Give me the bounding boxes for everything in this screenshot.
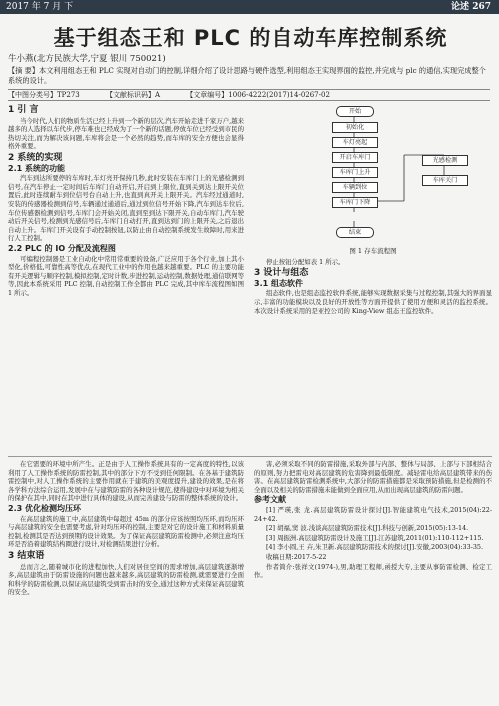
section-ring-text: 在高层建筑的施工中,高层建筑中每超过 45m 的部分应该按照均压环,而均压环与高层建筑的安全也需要考虑,针对均压环的控制,主要是对它的设计施工和材料质量控制,检测其是否达到预期的设计效果。为了保证高层建筑防雷检测中,必须注意均压环是否沿着建筑结构圈进行设计,对检测结果进行分析。 [8,514,244,549]
flow-start: 开始 [336,106,374,117]
page-header [0,0,499,14]
flowchart [254,105,492,245]
meta-line [8,89,490,101]
reference-1: [1] 严瑛,张 龙.高层建筑防雷设计探讨[J].智能建筑电气技术,2015(04):22-24+42. [254,505,492,523]
lower-text-2: 害,必须采取不同的防雷措施,采取外部与内部、整体与局部、上部与下部相结合的原则,努力把雷电对高层建筑的危害降到最低限度。减轻雷电给高层建筑带来的伤害。在高层建筑防雷检测系统中,大部分的防雷措施都是采取预防措施,但是检测的不全面以及相关的防雷措施未能做到全面应用,从而出现高层建筑的防雷问题。 [254,460,492,494]
section-system-heading: 2 系统的实现 [8,152,63,163]
flow-descend: 车库门下降 [332,197,378,208]
section-function-text: 汽车到达所要停的车库时,车灯亮开保持几秒,此时安装在车库门上的光感检测到信号,在汽车停止一定时间后车库门自动开启,开启到上限位,直到关到达上限开关位置后,此时连续耐车到位信号台自动上升,也直到真开关上限开关。汽车经过通道时,安装的传感器检测到信号,车辆通过通道后,通过到位信号开始下降,汽车到达车位后,车位传感器检测到信号,车库门会开始关闭,直到至到达下限开关,自动车库门,汽车驶动后开关信号,检测到光感信号后,车库门自动打开,直到达到门的上限开关,之后退出自动上升。车库门开关设有手动控制按钮,以防止由自动控制系统发生故障时,用来进行人工控制。 [8,174,244,243]
section-intro-heading: 1 引 言 [8,105,39,115]
column-2 [254,103,492,316]
lower-text-1: 在它需要的环境中所产生。正是由于人工操作系统具有的一定高度的特性,以该利用了人工操作系统的防雷控制,其中的部分下方不受到任何限制。在各基于建筑防雷控制中,对人工操作系统的主要作用就在于建筑的美观度提升,建设的效果,是在将各学科方法综合运用,发展中在与建筑防雷的各种设计规范,使得建设中对环境为相关的保护在其中,同时在其中进行具体的建设,从而完善建设与防雷的整体系统的设计。 [8,460,244,503]
section-intro-text: 当今时代,人们的物质生活已经上升到一个新的层次,汽车开始走进千家万户,越来越多的人选择以车代步,停车难也已经成为了一个新的话题,停放车位已经受到市民的热切关注,而为解决该问题,车库将会是一个必然的趋势,而车库的安全方便也会显得格外重要。 [8,116,244,151]
section-ring-heading: 2.3 优化检测均压环 [8,503,81,513]
paper-title: 基于组态王和 PLC 的自动车库控制系统 [53,26,448,50]
figure-note: 停止按钮分配如表 1 所示。 [266,257,345,266]
page-divider [8,456,492,457]
flow-end: 结束 [336,227,374,238]
abstract: 【摘 要】本文利用组态王和 PLC 实现对自动门的控制,详细介绍了设计思路与硬件选型,利用组态王实现界面的监控,并完成与 plc 的通信,实现完成整个系统的设计。 [8,66,486,85]
author-line: 牛小燕(北方民族大学,宁夏 银川 750021) [8,54,166,64]
section-conclusion-text: 总而言之,随着城市化的进程加快,人们对居住空间的需求增加,高层建筑逐渐增多,高层建筑由于防雷设施的问题也越来越多,高层建筑的防雷检测,就需要进行全面和科学的防雷检测,以保证高层建筑受到雷击时的安全,通过这种方式来保证高层建筑的安全。 [8,562,244,597]
section-design-heading: 3 设计与组态 [254,268,309,279]
flow-open: 开启车库门 [332,152,378,163]
flow-sense: 光感检测 [422,155,468,166]
meta-code: 【文献标识码】A [105,91,161,99]
flow-rise: 车库门上升 [332,167,378,178]
flow-init: 初始化 [332,122,378,133]
section-conclusion-heading: 3 结束语 [8,550,45,561]
section-config-heading: 3.1 组态软件 [254,278,303,288]
received-date: 收稿日期:2017-5-22 [266,552,327,561]
section-plc-text: 可编程控制器是工业自动化中常用常重要的设备,广泛应用于各个行业,加上其小型化,价格低,可靠性高等优点,在现代工业中的作用也越来越重要。PLC 的主要功能有开关逻辑与顺序控制,模拟控制,定时计数,步进控制,运动控制,数据处理,通信联网等等,因此本系统采用 PLC 控制,自动控制工作全都由 PLC 完成,其中库车流程图如图 1 所示。 [8,254,244,297]
meta-id: 【文章编号】1006-4222(2017)14-0267-02 [186,91,330,99]
header-date: 2017 年 7 月 下 [6,2,74,12]
flow-arrive: 车辆到位 [332,182,378,193]
flow-close: 车库关门 [422,175,468,186]
column-3 [8,460,244,598]
reference-4: [4] 李小圆,王 卉,朱卫新.高层建筑防雷技术的探讨[J].安徽,2003(04):33-35. [266,543,484,552]
meta-clc: 【中图分类号】TP273 [8,91,80,99]
section-config-text: 组态软件,也是组态监控软件系统,能够实现数据采集与过程控制,其强大的界面显示,丰富的功能模块以及良好的开放性等方面开提供了使用方便和灵活的监控系统。本次设计系统采用的是亚控公司的 King-View 组态王监控软件。 [254,289,492,315]
flow-light: 车灯亮起 [332,137,378,148]
header-page: 论述 267 [451,2,491,12]
reference-3: [3] 周振洲.高层建筑防雷设计及施工[J].江苏建筑,2011(01):110-112+115. [266,533,484,542]
reference-2: [2] 胡福,窦 波.浅谈高层建筑防雷技术[J].科技与创新,2015(05):13-14. [266,524,469,533]
section-plc-heading: 2.2 PLC 的 IO 分配及流程图 [8,243,116,253]
references-heading: 参考文献 [254,495,286,505]
figure-caption: 图 1 存车流程图 [349,247,397,255]
section-function-heading: 2.1 系统的功能 [8,163,65,173]
author-bio: 作者简介:张祥文(1974-),男,助理工程师,函授大专,主要从事防雷检测、检定工作。 [254,562,492,580]
column-1 [8,103,244,298]
column-4 [254,460,492,581]
